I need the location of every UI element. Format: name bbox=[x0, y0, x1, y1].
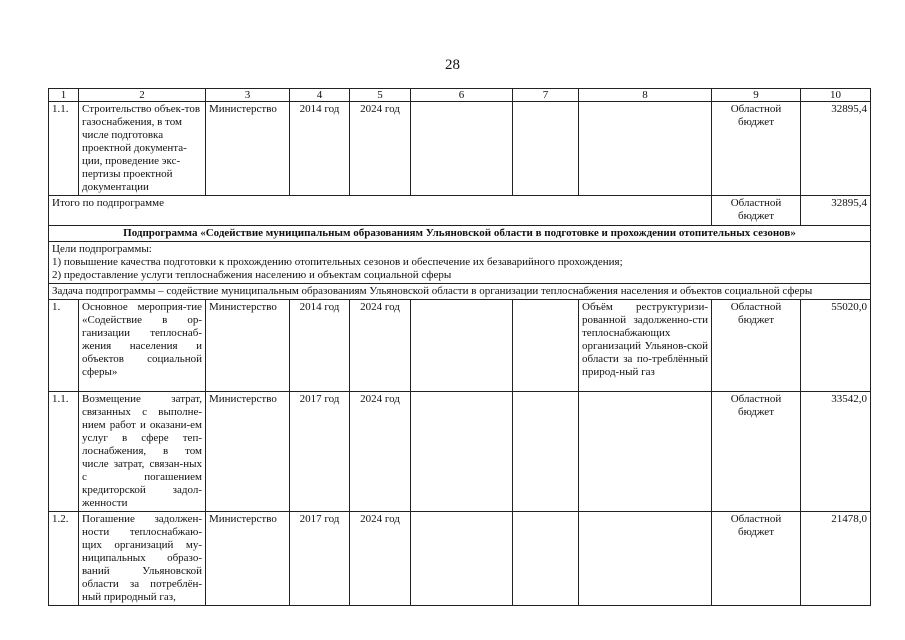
start-year: 2014 год bbox=[290, 102, 350, 196]
funding-amount: 33542,0 bbox=[801, 392, 871, 512]
empty-cell bbox=[513, 392, 579, 512]
target-indicator: Объём реструктуризи-рованной задолженно-сти теплоснабжающих организаций Ульянов-ской области за по-треблённый природ-ный газ bbox=[579, 300, 712, 392]
table-row bbox=[49, 102, 871, 196]
end-year: 2024 год bbox=[350, 300, 411, 392]
goals-row bbox=[49, 242, 871, 284]
total-row bbox=[49, 196, 871, 226]
start-year: 2017 год bbox=[290, 392, 350, 512]
row-number: 1.2. bbox=[49, 512, 79, 606]
table-row bbox=[49, 512, 871, 606]
total-label: Итого по подпрограмме bbox=[49, 196, 712, 226]
subprogram-title-row bbox=[49, 226, 871, 242]
row-number: 1.1. bbox=[49, 392, 79, 512]
empty-cell bbox=[579, 392, 712, 512]
task-row bbox=[49, 284, 871, 300]
empty-cell bbox=[513, 300, 579, 392]
goal-item: 2) предоставление услуги теплоснабжения населению и объектам социальной сферы bbox=[52, 269, 452, 281]
measure-name: Основное мероприя-тие «Содействие в ор-ганизации теплоснаб-жения населения и объектов социальной сферы» bbox=[79, 300, 206, 392]
header-cell: 4 bbox=[290, 89, 350, 102]
header-cell: 6 bbox=[411, 89, 513, 102]
end-year: 2024 год bbox=[350, 102, 411, 196]
empty-cell bbox=[411, 102, 513, 196]
end-year: 2024 год bbox=[350, 392, 411, 512]
start-year: 2014 год bbox=[290, 300, 350, 392]
header-cell: 9 bbox=[712, 89, 801, 102]
empty-cell bbox=[411, 392, 513, 512]
table-row bbox=[49, 300, 871, 392]
funding-source: Областной бюджет bbox=[712, 102, 801, 196]
funding-amount: 55020,0 bbox=[801, 300, 871, 392]
funding-amount: 32895,4 bbox=[801, 102, 871, 196]
funding-amount: 32895,4 bbox=[801, 196, 871, 226]
measure-name: Возмещение затрат, связанных с выполне-нием работ и оказани-ем услуг в сфере теп-лоснабжения, в том числе затрат, связан-ных с погашением кредиторской задол-женности bbox=[79, 392, 206, 512]
header-cell: 3 bbox=[206, 89, 290, 102]
row-number: 1. bbox=[49, 300, 79, 392]
subprogram-goals bbox=[49, 242, 871, 284]
funding-source: Областной бюджет bbox=[712, 392, 801, 512]
funding-amount: 21478,0 bbox=[801, 512, 871, 606]
goals-heading: Цели подпрограммы: bbox=[52, 243, 152, 255]
measures-table bbox=[48, 88, 871, 606]
executor: Министерство bbox=[206, 300, 290, 392]
page-number: 28 bbox=[445, 57, 460, 73]
empty-cell bbox=[579, 102, 712, 196]
executor: Министерство bbox=[206, 512, 290, 606]
header-cell: 2 bbox=[79, 89, 206, 102]
header-cell: 5 bbox=[350, 89, 411, 102]
end-year: 2024 год bbox=[350, 512, 411, 606]
empty-cell bbox=[579, 512, 712, 606]
header-cell: 8 bbox=[579, 89, 712, 102]
header-cell: 7 bbox=[513, 89, 579, 102]
subprogram-task: Задача подпрограммы – содействие муниципальным образованиям Ульяновской области в организации теплоснабжения населения и объектов социальной сферы bbox=[49, 284, 871, 300]
table-header-row bbox=[49, 89, 871, 102]
goal-item: 1) повышение качества подготовки к прохождению отопительных сезонов и обеспечение их безаварийного прохождения; bbox=[52, 256, 623, 268]
header-cell: 10 bbox=[801, 89, 871, 102]
row-number: 1.1. bbox=[49, 102, 79, 196]
funding-source: Областной бюджет bbox=[712, 300, 801, 392]
funding-source: Областной бюджет bbox=[712, 512, 801, 606]
funding-source: Областной бюджет bbox=[712, 196, 801, 226]
empty-cell bbox=[411, 300, 513, 392]
executor: Министерство bbox=[206, 102, 290, 196]
empty-cell bbox=[411, 512, 513, 606]
empty-cell bbox=[513, 102, 579, 196]
measure-name: Погашение задолжен-ности теплоснабжаю-щих организаций му-ниципальных образо-ваний Ульяновской области за потреблён-ный природный газ, bbox=[79, 512, 206, 606]
start-year: 2017 год bbox=[290, 512, 350, 606]
empty-cell bbox=[513, 512, 579, 606]
header-cell: 1 bbox=[49, 89, 79, 102]
executor: Министерство bbox=[206, 392, 290, 512]
measure-name: Строительство объек-тов газоснабжения, в том числе подготовка проектной документа-ции, проведение экс-пертизы проектной документации bbox=[79, 102, 206, 196]
subprogram-title: Подпрограмма «Содействие муниципальным образованиям Ульяновской области в подготовке и прохождении отопительных сезонов» bbox=[49, 226, 871, 242]
table-row bbox=[49, 392, 871, 512]
